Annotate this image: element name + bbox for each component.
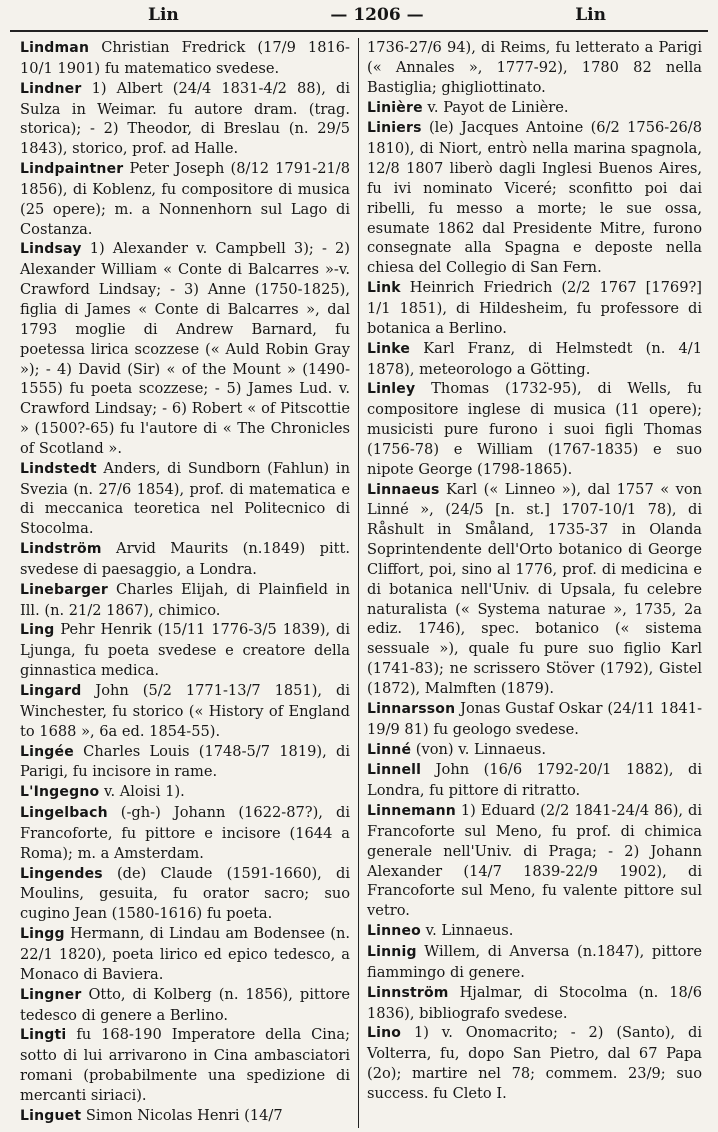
entry-headword: Lindstedt [20,460,97,477]
entry-headword: L'Ingegno [20,784,100,801]
entry-headword: Lingg [20,926,65,943]
dictionary-entry [20,459,350,539]
entry-text: v. Linnaeus. [420,922,514,940]
dictionary-entry [20,580,350,621]
right-column [359,38,708,1128]
entry-text: Charles Elijah, di Plainfield in Ill. (n. 21/2 1867), chimico. [20,580,350,619]
dictionary-entry [367,942,702,983]
entry-headword: Lino [367,1025,402,1042]
entry-headword: Lindström [20,541,102,558]
entry-text: (de) Claude (1591-1660), di Moulins, gesuita, fu orator sacro; suo cugino Jean (1580-1616) fu poeta. [20,864,350,923]
entry-headword: Lindner [20,80,82,97]
dictionary-entry [367,801,702,921]
entry-headword: Linneo [367,923,421,940]
dictionary-entry [20,985,350,1026]
entry-headword: Ling [20,622,55,639]
entry-headword: Link [367,280,401,297]
dictionary-entry [367,699,702,740]
dictionary-entry [20,1106,350,1127]
entry-headword: Lingée [20,743,74,760]
dictionary-entry [367,278,702,339]
page-header [10,0,708,32]
entry-headword: Lingendes [20,865,103,882]
dictionary-entry [367,118,702,278]
entry-text: 1) Eduard (2/2 1841-24/4 86), di Francoforte sul Meno, fu prof. di chimica generale nell'Univ. di Praga; - 2) Johann Alexander (14/7 1839-22/9 1902), di Francoforte sul Meno, fu valente pittore sul vetro. [367,802,702,920]
entry-headword: Linière [367,99,423,116]
entry-text: Christian Fredrick (17/9 1816-10/1 1901) fu matematico svedese. [20,39,350,77]
entry-columns [10,38,708,1128]
dictionary-entry [20,620,350,681]
entry-headword: Linnström [367,984,449,1001]
dictionary-entry [367,760,702,801]
entry-text: 1) Alexander v. Campbell 3); - 2) Alexander William « Conte di Balcarres »-v. Crawford Lindsay; - 3) Anne (1750-1825), figlia di James « Conte di Balcarres », dal 1793 moglie di Andrew Barnard, fu poetessa lirica scozzese (« Auld Robin Gray »); - 4) David (Sir) « of the Mount » (1490-1555) fu poeta scozzese; - 5) James Lud. v. Crawford Lindsay; - 6) Robert « of Pitscottie » (1500?-65) fu l'autore di « The Chronicles of Scotland ». [20,240,350,457]
dictionary-entry [20,239,350,458]
entry-headword: Lindman [20,40,90,56]
entry-text: 1736-27/6 94), di Reims, fu letterato a Parigi (« Annales », 1777-92), 1780 82 nella Bastiglia; ghigliottinato. [367,39,702,96]
entry-headword: Linnaeus [367,481,440,498]
entry-headword: Linley [367,381,416,398]
entry-text: Thomas (1732-95), di Wells, fu compositore inglese di musica (11 opere); musicisti pure furono i suoi figli Thomas (1756-78) e William (1767-1835) e suo nipote George (1798-1865). [367,380,702,478]
entry-headword: Lingner [20,986,82,1003]
dictionary-entry [20,782,350,803]
dictionary-entry [367,379,702,479]
dictionary-entry [367,740,702,761]
entry-text: v. Payot de Linière. [422,98,569,116]
dictionary-entry [20,864,350,925]
entry-text: Pehr Henrik (15/11 1776-3/5 1839), di Ljunga, fu poeta svedese e creatore della ginnastica medica. [20,621,350,680]
entry-text: John (5/2 1771-13/7 1851), di Winchester, fu storico (« History of England to 1688 », 6a ed. 1854-55). [20,682,350,740]
right-running-head: Lin [575,5,606,25]
entry-text: Heinrich Friedrich (2/2 1767 [1769?] 1/1 1851), di Hildesheim, fu professore di botanica a Berlino. [367,279,702,337]
entry-text: Willem, di Anversa (n.1847), pittore fiammingo di genere. [367,942,702,981]
entry-headword: Linnemann [367,803,456,820]
dictionary-entry [20,539,350,580]
page-number: — 1206 — [330,5,424,25]
entry-headword: Liniers [367,120,422,137]
entry-text: v. Aloisi 1). [99,783,185,801]
dictionary-entry [367,98,702,119]
dictionary-entry [20,742,350,783]
entry-headword: Linke [367,340,411,357]
entry-text: Arvid Maurits (n.1849) pitt. svedese di paesaggio, a Londra. [20,540,350,578]
entry-text: Hermann, di Lindau am Bodensee (n. 22/1 1820), poeta lirico ed epico tedesco, a Monaco di Baviera. [20,925,350,983]
entry-text: 1) Albert (24/4 1831-4/2 88), di Sulza in Weimar. fu autore dram. (trag. storica); - 2) Theodor, di Breslau (n. 29/5 1843), storico, prof. ad Halle. [20,79,350,158]
entry-text: John (16/6 1792-20/1 1882), di Londra, fu pittore di ritratto. [367,761,702,800]
dictionary-entry [367,339,702,380]
left-running-head: Lin [148,5,179,25]
entry-text: (le) Jacques Antoine (6/2 1756-26/8 1810), di Niort, entrò nella marina spagnola, 12/8 1807 liberò dagli Inglesi Buenos Aires, fu ivi nominato Viceré; sconfitto poi dai ribelli, fu messo a morte; le sue ossa, esumate 1862 dal Presidente Mitre, furono consegnate alla Spagna e deposte nella chiesa del Collegio di San Fern. [367,119,702,277]
entry-text: 1) v. Onomacrito; - 2) (Santo), di Volterra, fu, dopo San Pietro, dal 67 Papa (2o); martire nel 78; commem. 23/9; suo success. fu Cleto I. [367,1024,702,1102]
entry-headword: Lingti [20,1027,67,1044]
entry-text: Charles Louis (1748-5/7 1819), di Parigi, fu incisore in rame. [20,742,350,781]
dictionary-entry [20,803,350,864]
entry-headword: Linnell [367,762,422,779]
entry-text: (von) v. Linnaeus. [411,740,547,758]
entry-headword: Lindpaintner [20,161,124,178]
entry-headword: Lingelbach [20,805,108,822]
dictionary-entry [367,921,702,942]
entry-headword: Linebarger [20,581,108,598]
dictionary-entry [20,159,350,239]
entry-headword: Lingard [20,683,82,699]
entry-headword: Linné [367,741,412,758]
dictionary-entry [20,1025,350,1105]
left-column [10,38,359,1128]
entry-text: Karl Franz, di Helmstedt (n. 4/1 1878), meteorologo a Götting. [367,339,702,378]
dictionary-entry [20,924,350,985]
entry-text: Hjalmar, di Stocolma (n. 18/6 1836), bibliografo svedese. [367,983,702,1022]
dictionary-entry [20,681,350,742]
entry-text: Karl (« Linneo »), dal 1757 « von Linné », (24/5 [n. st.] 1707-10/1 78), di Råshult in Småland, 1735-37 in Olanda Soprintendente dell'Orto botanico di George Cliffort, poi, sino al 1776, prof. di medicina e di botanica nell'Univ. di Upsala, fu celebre naturalista (« Systema naturae », 1735, 2a ediz. 1746), spec. botanico (« sistema sessuale »), quale fu pure suo figlio Karl (1741-83); ne scrissero Stöver (1792), Gistel (1872), Malmften (1879). [367,480,702,697]
entry-headword: Linnig [367,943,417,960]
dictionary-entry [367,480,702,699]
entry-headword: Linguet [20,1107,82,1124]
entry-text: Jonas Gustaf Oskar (24/11 1841-19/9 81) fu geologo svedese. [367,699,702,738]
dictionary-entry [367,1023,702,1103]
dictionary-entry [20,79,350,159]
entry-text: (-gh-) Johann (1622-87?), di Francoforte, fu pittore e incisore (1644 a Roma); m. a Amsterdam. [20,804,350,862]
entry-text: fu 168-190 Imperatore della Cina; sotto di lui arrivarono in Cina ambasciatori romani (probabilmente una spedizione di mercanti siriaci). [20,1026,350,1104]
entry-headword: Linnarsson [367,700,456,717]
dictionary-entry [367,38,702,98]
dictionary-entry [20,38,350,79]
entry-headword: Lindsay [20,241,82,258]
entry-text: Anders, di Sundborn (Fahlun) in Svezia (n. 27/6 1854), prof. di matematica e di meccanica teoretica nel Politecnico di Stocolma. [20,459,350,538]
dictionary-entry [367,983,702,1024]
entry-text: Simon Nicolas Henri (14/7 [81,1106,283,1124]
entry-text: Otto, di Kolberg (n. 1856), pittore tedesco di genere a Berlino. [20,985,350,1024]
entry-text: Peter Joseph (8/12 1791-21/8 1856), di Koblenz, fu compositore di musica (25 opere); m. a Nonnenhorn sul Lago di Costanza. [20,160,350,238]
